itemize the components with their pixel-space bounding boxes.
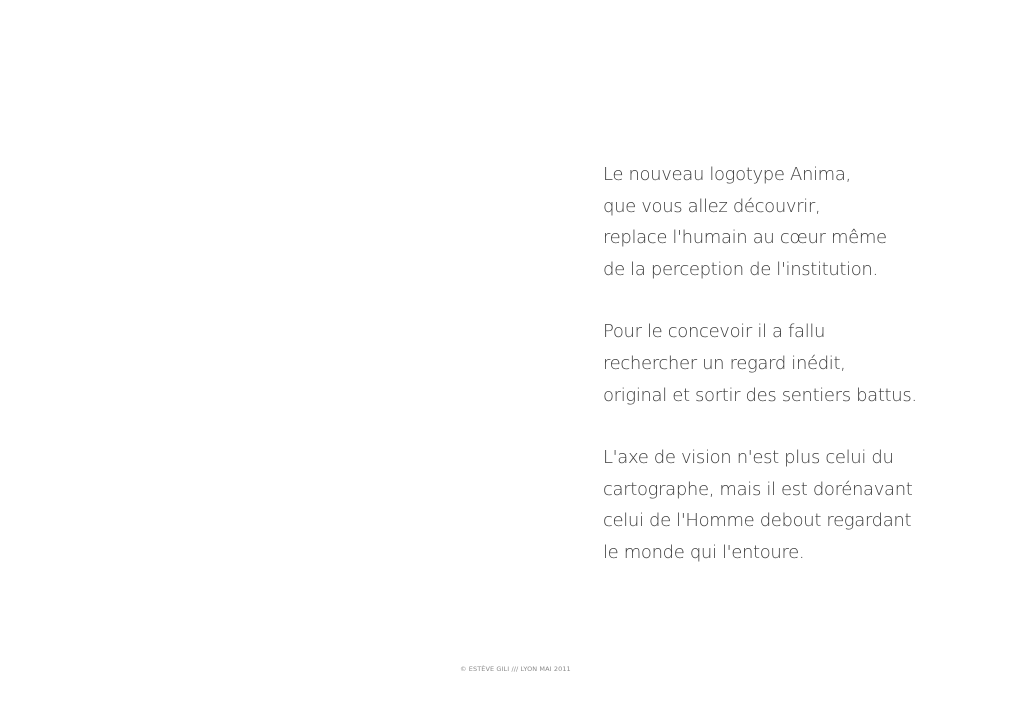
footer-credit: © ESTÈVE GILI /// LYON MAI 2011 — [460, 665, 571, 673]
text-line: L'axe de vision n'est plus celui du — [603, 447, 894, 469]
paragraph-2 — [603, 316, 1003, 411]
body-text — [603, 159, 1003, 600]
text-line: de la perception de l'institution. — [603, 258, 878, 280]
text-line: que vous allez découvrir, — [603, 195, 821, 217]
text-line: rechercher un regard inédit, — [603, 352, 846, 374]
text-line: celui de l'Homme debout regardant — [603, 510, 912, 532]
text-line: replace l'humain au cœur même — [603, 227, 887, 249]
paragraph-1 — [603, 159, 1003, 285]
text-line: original et sortir des sentiers battus. — [603, 384, 917, 406]
paragraph-3 — [603, 442, 1003, 568]
text-line: le monde qui l'entoure. — [603, 541, 805, 563]
text-line: Pour le concevoir il a fallu — [603, 321, 826, 343]
text-line: cartographe, mais il est dorénavant — [603, 478, 913, 500]
text-line: Le nouveau logotype Anima, — [603, 164, 851, 185]
